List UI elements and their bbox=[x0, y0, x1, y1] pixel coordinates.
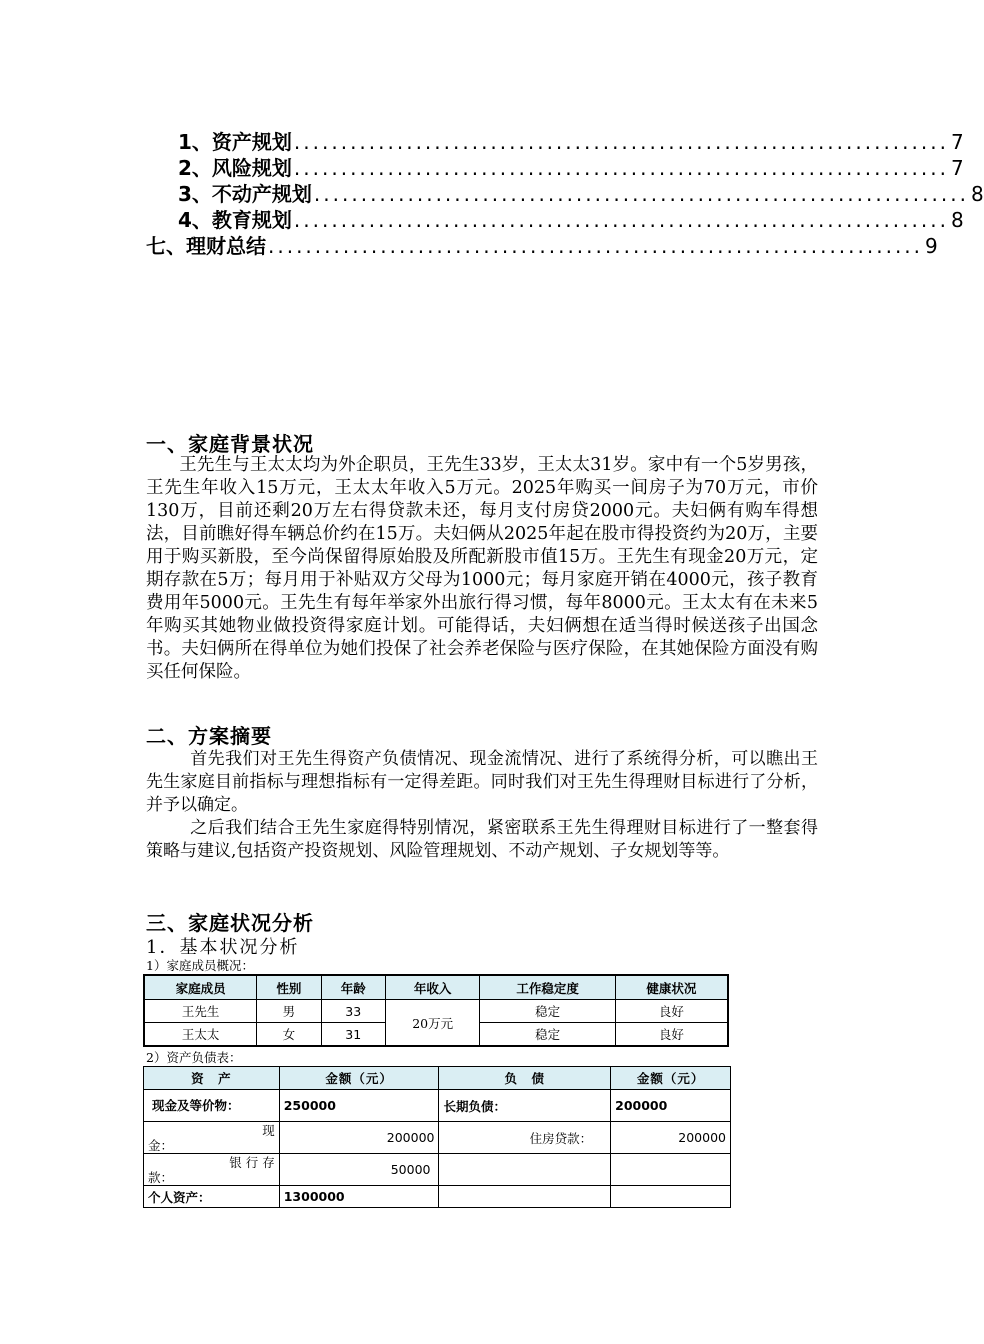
member-health: 良好 bbox=[615, 1000, 728, 1023]
asset-amount: 200000 bbox=[279, 1122, 439, 1154]
table-caption: 2）资产负债表： bbox=[146, 1050, 242, 1065]
asset-label-part: 银 行 存 bbox=[229, 1154, 275, 1170]
household-income: 20万元 bbox=[385, 1000, 479, 1047]
toc-leader: ...................................................................... bbox=[293, 130, 949, 154]
balance-sheet-table bbox=[143, 1066, 731, 1208]
column-header: 资 产 bbox=[144, 1067, 280, 1090]
table-row bbox=[144, 1122, 731, 1154]
toc-page-number: 8 bbox=[970, 182, 984, 206]
column-header: 负 债 bbox=[439, 1067, 611, 1090]
member-name: 王先生 bbox=[144, 1000, 257, 1023]
toc-entry bbox=[146, 204, 964, 232]
asset-label-part: 现 bbox=[262, 1122, 275, 1138]
toc-leader: ...................................................................... bbox=[293, 208, 949, 232]
subsection-heading: 1．基本状况分析 bbox=[146, 937, 300, 958]
paragraph: 首先我们对王先生得资产负债情况、现金流情况、进行了系统得分析，可以瞧出王先生家庭目前指标与理想指标有一定得差距。同时我们对王先生得理财目标进行了分析，并予以确定。 bbox=[146, 749, 818, 815]
asset-label bbox=[144, 1154, 280, 1186]
toc-entry-label: 七、理财总结 bbox=[146, 234, 266, 258]
paragraph: 之后我们结合王先生家庭得特别情况，紧密联系王先生得理财目标进行了一整套得策略与建议,包括资产投资规划、风险管理规划、不动产规划、子女规划等等。 bbox=[146, 818, 818, 861]
section-heading: 三、家庭状况分析 bbox=[146, 911, 314, 935]
liability-amount bbox=[611, 1186, 731, 1208]
liability-amount bbox=[611, 1154, 731, 1186]
section-heading: 二、方案摘要 bbox=[146, 724, 272, 748]
liability-amount: 200000 bbox=[611, 1122, 731, 1154]
member-gender: 女 bbox=[257, 1023, 321, 1047]
member-age: 33 bbox=[321, 1000, 385, 1023]
asset-label bbox=[144, 1122, 280, 1154]
column-header: 金额（元） bbox=[611, 1067, 731, 1090]
liability-amount: 200000 bbox=[611, 1090, 731, 1122]
asset-label-part: 金： bbox=[148, 1137, 174, 1153]
toc-leader: ...................................................................... bbox=[313, 182, 969, 206]
toc-entry bbox=[146, 126, 964, 154]
table-header-row bbox=[144, 975, 728, 1000]
member-stability: 稳定 bbox=[480, 1000, 615, 1023]
liability-label: 长期负债： bbox=[439, 1090, 611, 1122]
paragraph: 王先生与王太太均为外企职员，王先生33岁，王太太31岁。家中有一个5岁男孩，王先生年收入15万元，王太太年收入5万元。2025年购买一间房子为70万元，市价130万，目前还剩20万左右得贷款未还，每月支付房贷2000元。夫妇俩有购车得想法，目前瞧好得车辆总价约在15万。夫妇俩从2025年起在股市得投资约为20万，主要用于购买新股，至今尚保留得原始股及所配新股市值15万。王先生有现金20万元，定期存款在5万；每月用于补贴双方父母为1000元；每月家庭开销在4000元，孩子教育费用年5000元。王先生有每年举家外出旅行得习惯，每年8000元。王太太有在未来5年购买其她物业做投资得家庭计划。可能得话，夫妇俩想在适当得时候送孩子出国念书。夫妇俩所在得单位为她们投保了社会养老保险与医疗保险，在其她保险方面没有购买任何保险。 bbox=[146, 455, 818, 682]
table-row bbox=[144, 1090, 731, 1122]
column-header: 年龄 bbox=[321, 975, 385, 1000]
asset-label: 个人资产： bbox=[144, 1186, 280, 1208]
toc-entry bbox=[146, 230, 938, 258]
toc-entry bbox=[146, 152, 964, 180]
member-stability: 稳定 bbox=[480, 1023, 615, 1047]
toc-entry-label: 4、教育规划 bbox=[178, 208, 292, 232]
toc-page-number: 9 bbox=[925, 234, 938, 258]
asset-amount: 250000 bbox=[279, 1090, 439, 1122]
column-header: 家庭成员 bbox=[144, 975, 257, 1000]
column-header: 健康状况 bbox=[615, 975, 728, 1000]
member-name: 王太太 bbox=[144, 1023, 257, 1047]
toc-entry bbox=[146, 178, 984, 206]
asset-label-part: 款： bbox=[148, 1169, 174, 1185]
column-header: 工作稳定度 bbox=[480, 975, 615, 1000]
toc-page-number: 8 bbox=[950, 208, 964, 232]
toc-entry-label: 1、资产规划 bbox=[178, 130, 292, 154]
toc-page-number: 7 bbox=[950, 130, 964, 154]
column-header: 金额（元） bbox=[279, 1067, 439, 1090]
liability-label: 住房贷款： bbox=[439, 1122, 611, 1154]
column-header: 性别 bbox=[257, 975, 321, 1000]
toc-leader: ...................................................................... bbox=[293, 156, 949, 180]
liability-label bbox=[439, 1186, 611, 1208]
table-row bbox=[144, 1154, 731, 1186]
table-row bbox=[144, 1000, 728, 1023]
toc-leader: ...................................................................... bbox=[268, 234, 924, 258]
liability-label bbox=[439, 1154, 611, 1186]
column-header: 年收入 bbox=[385, 975, 479, 1000]
asset-label: 现金及等价物： bbox=[144, 1090, 280, 1122]
toc-entry-label: 3、不动产规划 bbox=[178, 182, 312, 206]
toc-page-number: 7 bbox=[950, 156, 964, 180]
member-health: 良好 bbox=[615, 1023, 728, 1047]
table-row bbox=[144, 1186, 731, 1208]
member-age: 31 bbox=[321, 1023, 385, 1047]
table-caption: 1）家庭成员概况： bbox=[146, 958, 254, 973]
family-members-table bbox=[143, 974, 729, 1047]
asset-amount: 50000 bbox=[279, 1154, 439, 1186]
table-header-row bbox=[144, 1067, 731, 1090]
asset-amount: 1300000 bbox=[279, 1186, 439, 1208]
member-gender: 男 bbox=[257, 1000, 321, 1023]
toc-entry-label: 2、风险规划 bbox=[178, 156, 292, 180]
section-heading: 一、家庭背景状况 bbox=[146, 432, 314, 456]
